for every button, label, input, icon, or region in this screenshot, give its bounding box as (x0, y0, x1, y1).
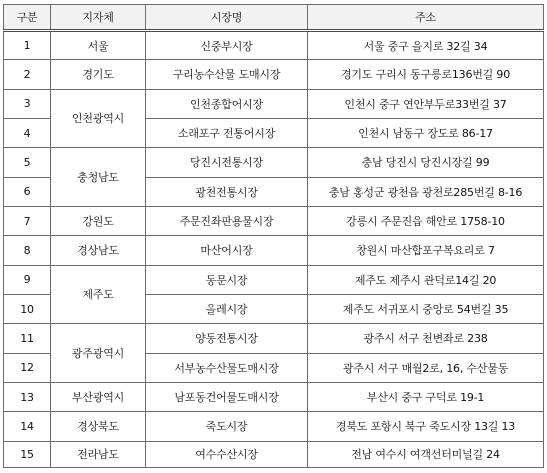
cell-region: 전라남도 (51, 441, 146, 467)
cell-market: 남포동건어물도매시장 (146, 382, 308, 411)
header-region: 지자체 (51, 5, 146, 31)
cell-address: 부산시 중구 구덕로 19-1 (308, 382, 544, 411)
cell-no: 4 (4, 118, 51, 147)
cell-no: 15 (4, 441, 51, 467)
cell-no: 2 (4, 60, 51, 89)
cell-no: 5 (4, 148, 51, 177)
table-row (4, 206, 544, 235)
cell-market: 동문시장 (146, 265, 308, 294)
cell-address: 제주도 제주시 관덕로14길 20 (308, 265, 544, 294)
table-row (4, 441, 544, 467)
header-row (4, 5, 544, 31)
cell-address: 광주시 서구 천변좌로 238 (308, 324, 544, 353)
table-row (4, 89, 544, 118)
cell-region: 강원도 (51, 206, 146, 235)
cell-region: 광주광역시 (51, 324, 146, 383)
cell-market: 구리농수산물 도매시장 (146, 60, 308, 89)
table-row (4, 60, 544, 89)
cell-address: 경북도 포항시 북구 죽도시장 13길 13 (308, 412, 544, 441)
table-row (4, 265, 544, 294)
table-row (4, 412, 544, 441)
cell-no: 10 (4, 294, 51, 323)
cell-market: 소래포구 전통어시장 (146, 118, 308, 147)
cell-address: 충남 홍성군 광천읍 광천로285번길 8-16 (308, 177, 544, 206)
cell-address: 전남 여수시 여객선터미널길 24 (308, 441, 544, 467)
cell-market: 신중부시장 (146, 31, 308, 60)
cell-region: 제주도 (51, 265, 146, 324)
cell-region: 경상북도 (51, 412, 146, 441)
cell-no: 13 (4, 382, 51, 411)
cell-market: 마산어시장 (146, 236, 308, 265)
cell-no: 1 (4, 31, 51, 60)
cell-address: 제주도 서귀포시 중앙로 54번길 35 (308, 294, 544, 323)
cell-address: 서울 중구 을지로 32길 34 (308, 31, 544, 60)
header-market: 시장명 (146, 5, 308, 31)
cell-region: 충청남도 (51, 148, 146, 207)
cell-no: 7 (4, 206, 51, 235)
table-row (4, 324, 544, 353)
cell-market: 여수수산시장 (146, 441, 308, 467)
table-row (4, 236, 544, 265)
cell-no: 8 (4, 236, 51, 265)
table-row (4, 382, 544, 411)
cell-region: 경상남도 (51, 236, 146, 265)
cell-region: 서울 (51, 31, 146, 60)
cell-no: 11 (4, 324, 51, 353)
header-address: 주소 (308, 5, 544, 31)
cell-address: 충남 당진시 당진시장길 99 (308, 148, 544, 177)
cell-market: 인천종합어시장 (146, 89, 308, 118)
cell-no: 6 (4, 177, 51, 206)
cell-market: 서부농수산물도매시장 (146, 353, 308, 382)
cell-market: 양동전통시장 (146, 324, 308, 353)
cell-market: 당진시전통시장 (146, 148, 308, 177)
cell-market: 죽도시장 (146, 412, 308, 441)
header-no: 구분 (4, 5, 51, 31)
cell-region: 인천광역시 (51, 89, 146, 148)
cell-no: 12 (4, 353, 51, 382)
cell-region: 부산광역시 (51, 382, 146, 411)
table-row (4, 148, 544, 177)
cell-no: 9 (4, 265, 51, 294)
cell-address: 강릉시 주문진읍 해안로 1758-10 (308, 206, 544, 235)
cell-address: 광주시 서구 매월2로, 16, 수산물동 (308, 353, 544, 382)
cell-address: 인천시 남동구 장도로 86-17 (308, 118, 544, 147)
cell-market: 주문진좌판용물시장 (146, 206, 308, 235)
cell-no: 14 (4, 412, 51, 441)
cell-no: 3 (4, 89, 51, 118)
cell-address: 경기도 구리시 동구릉로136번길 90 (308, 60, 544, 89)
cell-address: 인천시 중구 연안부두로33번길 37 (308, 89, 544, 118)
cell-market: 광천전통시장 (146, 177, 308, 206)
cell-address: 창원시 마산합포구복요리로 7 (308, 236, 544, 265)
cell-region: 경기도 (51, 60, 146, 89)
market-table (3, 4, 544, 468)
cell-market: 올레시장 (146, 294, 308, 323)
table-row (4, 31, 544, 60)
